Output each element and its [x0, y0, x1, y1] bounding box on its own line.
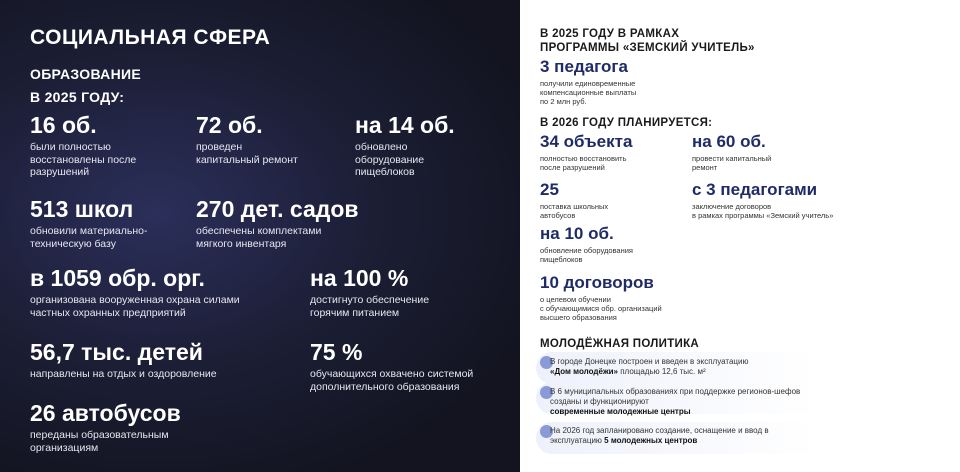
plan-teachers: [692, 180, 833, 220]
youth-item-bold: «Дом молодёжи»: [550, 367, 618, 376]
stat-value: на 10 об.: [540, 224, 614, 243]
stat-value: 34 объекта: [540, 132, 633, 151]
stat-desc: переданы образовательным организациям: [30, 429, 169, 454]
stat-value: 75 %: [310, 339, 363, 365]
stat-security: [30, 265, 240, 319]
stat-desc: обновлено оборудование пищеблоков: [355, 141, 425, 178]
plan-buses: [540, 180, 608, 220]
stat-restored: [30, 112, 136, 179]
zemsky-heading: В 2025 ГОДУ В РАМКАХ ПРОГРАММЫ «ЗЕМСКИЙ УЧИТЕЛЬ»: [540, 28, 755, 54]
stat-value: в 1059 обр. орг.: [30, 265, 205, 291]
youth-item-pre: В 6 муниципальных образованиях при поддержке регионов-шефов созданы и функционируют: [550, 387, 801, 406]
stat-desc: организована вооруженная охрана силами частных охранных предприятий: [30, 294, 240, 319]
stat-kindergartens: [196, 196, 359, 250]
stat-desc: достигнуто обеспечение горячим питанием: [310, 294, 430, 319]
stat-value: 25: [540, 180, 559, 199]
youth-item-bold: 5 молодежных центров: [604, 436, 698, 445]
youth-item-bold: современные молодежные центры: [550, 407, 691, 416]
youth-item-text: [550, 357, 748, 377]
stat-value: 513 школ: [30, 196, 134, 222]
youth-item-pre: На 2026 год запланировано создание, оснащение и ввод в эксплуатацию: [550, 426, 769, 445]
plan-heading: В 2026 ГОДУ ПЛАНИРУЕТСЯ:: [540, 117, 713, 129]
stat-desc: обновили материально- техническую базу: [30, 225, 148, 250]
plan-canteen: [540, 224, 633, 264]
stat-value: с 3 педагогами: [692, 180, 818, 199]
page-title: СОЦИАЛЬНАЯ СФЕРА: [30, 26, 271, 49]
stat-desc: проведен капитальный ремонт: [196, 141, 298, 166]
stat-children-rest: [30, 339, 217, 381]
stat-value: 26 автобусов: [30, 400, 181, 426]
stat-desc: получили единовременные компенсационные выплаты по 2 млн руб.: [540, 79, 637, 106]
stat-extra-education: [310, 339, 473, 393]
stat-desc: направлены на отдых и оздоровление: [30, 368, 217, 380]
stat-value: 10 договоров: [540, 273, 654, 292]
youth-item-pre: В городе Донецке построен и введен в эксплуатацию: [550, 357, 749, 366]
stat-desc: заключение договоров в рамках программы «Земский учитель»: [692, 202, 834, 220]
stat-desc: обеспечены комплектами мягкого инвентаря: [196, 225, 322, 250]
plan-restore: [540, 132, 632, 172]
stat-desc: были полностью восстановлены после разрушений: [30, 141, 137, 178]
plan-contracts: [540, 273, 662, 322]
stat-desc: обучающихся охвачено системой дополнительного образования: [310, 368, 474, 393]
stat-value: 3 педагога: [540, 57, 628, 76]
stat-desc: полностью восстановить после разрушений: [540, 154, 627, 172]
stat-desc: провести капитальный ремонт: [692, 154, 772, 172]
youth-item-text: [550, 387, 810, 417]
stat-value: 72 об.: [196, 112, 263, 138]
stat-schools: [30, 196, 147, 250]
youth-item-text: [550, 426, 815, 446]
youth-item-plan: [540, 425, 830, 459]
stat-value: на 14 об.: [355, 112, 455, 138]
youth-item-post: площадью 12,6 тыс. м²: [618, 367, 706, 376]
youth-heading: МОЛОДЁЖНАЯ ПОЛИТИКА: [540, 338, 700, 350]
stat-hot-meals: [310, 265, 429, 319]
stat-desc: поставка школьных автобусов: [540, 202, 609, 220]
stat-desc: обновление оборудования пищеблоков: [540, 246, 633, 264]
stat-value: на 100 %: [310, 265, 409, 291]
stat-canteen: [355, 112, 455, 179]
youth-item-centers: [540, 386, 830, 420]
stat-value: на 60 об.: [692, 132, 766, 151]
section-title: ОБРАЗОВАНИЕ: [30, 66, 141, 82]
plan-repair: [692, 132, 771, 172]
stat-value: 270 дет. садов: [196, 196, 359, 222]
stat-repair: [196, 112, 298, 166]
stat-value: 56,7 тыс. детей: [30, 339, 203, 365]
stat-zemsky-teachers: [540, 57, 636, 106]
stat-value: 16 об.: [30, 112, 97, 138]
stat-buses: [30, 400, 181, 454]
stat-desc: о целевом обучении с обучающимися обр. организаций высшего образования: [540, 295, 662, 322]
year-label: В 2025 ГОДУ:: [30, 89, 125, 105]
